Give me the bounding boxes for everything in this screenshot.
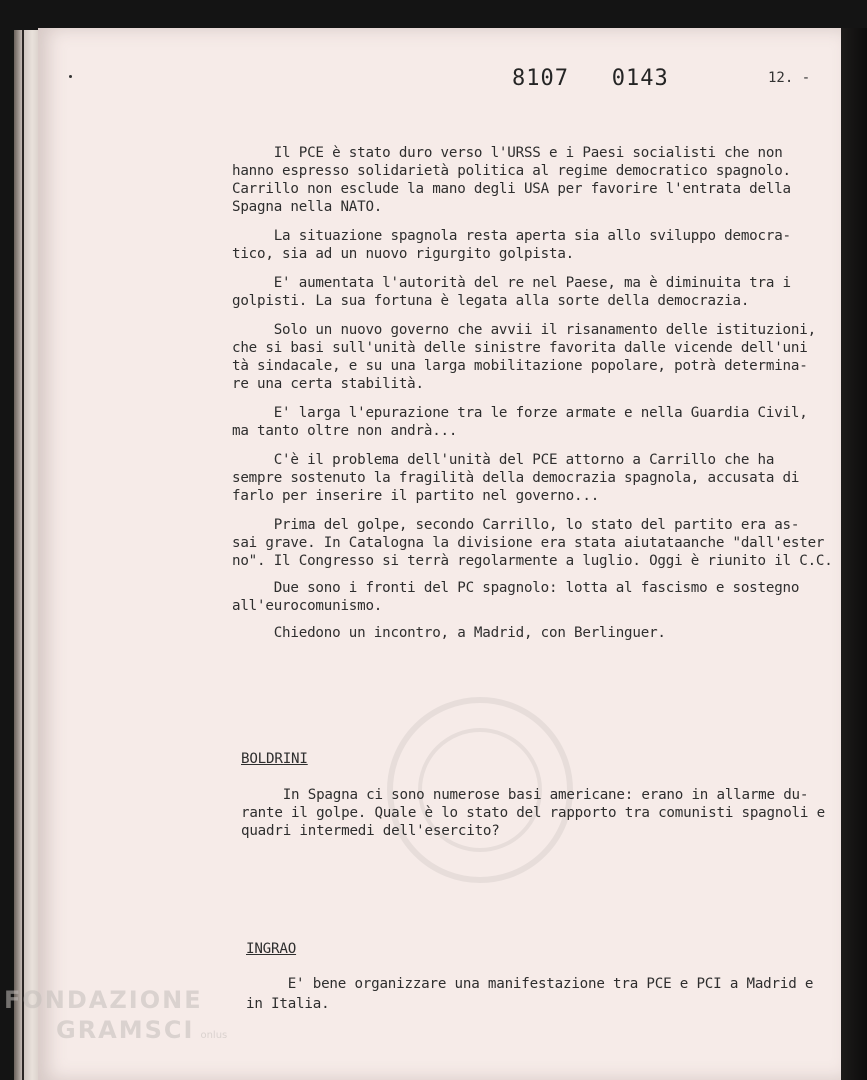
page-number: 12. - <box>768 70 811 86</box>
text-line: In Spagna ci sono numerose basi americane: erano in allarme du- <box>241 787 809 803</box>
text-line: rante il golpe. Quale è lo stato del rapporto tra comunisti spagnoli e <box>241 805 825 821</box>
text-line: sai grave. In Catalogna la divisione era stata aiutataanche "dall'ester <box>232 535 825 551</box>
text-line: Il PCE è stato duro verso l'URSS e i Paesi socialisti che non <box>232 145 783 161</box>
page-binding-edge <box>14 30 40 1080</box>
text-line: E' larga l'epurazione tra le forze armate e nella Guardia Civil, <box>232 405 808 421</box>
speaker-heading-ingrao: INGRAO <box>246 941 297 957</box>
text-line: E' bene organizzare una manifestazione tra PCE e PCI a Madrid e <box>246 976 814 992</box>
margin-dot <box>69 75 72 78</box>
text-line: Solo un nuovo governo che avvii il risanamento delle istituzioni, <box>232 322 816 338</box>
text-line: La situazione spagnola resta aperta sia allo sviluppo democra- <box>232 228 791 244</box>
watermark-line-2: GRAMSCI <box>56 1016 195 1044</box>
text-line: tà sindacale, e su una larga mobilitazione popolare, potrà determina- <box>232 358 808 374</box>
watermark-line-3: onlus <box>200 1030 228 1041</box>
text-line: ma tanto oltre non andrà... <box>232 423 458 439</box>
page-binding-line <box>22 30 24 1080</box>
text-line: C'è il problema dell'unità del PCE attorno a Carrillo che ha <box>232 452 775 468</box>
text-line: E' aumentata l'autorità del re nel Paese, ma è diminuita tra i <box>232 275 791 291</box>
speaker-heading-boldrini: BOLDRINI <box>241 751 308 767</box>
text-line: in Italia. <box>246 996 330 1012</box>
text-line: Due sono i fronti del PC spagnolo: lotta al fascismo e sostegno <box>232 580 800 596</box>
text-line: farlo per inserire il partito nel governo... <box>232 488 600 504</box>
watermark-line-1: FONDAZIONE <box>4 986 203 1014</box>
text-line: hanno espresso solidarietà politica al regime democratico spagnolo. <box>232 163 791 179</box>
document-code: 8107 0143 <box>512 66 669 91</box>
text-line: Spagna nella NATO. <box>232 199 383 215</box>
text-line: no". Il Congresso si terrà regolarmente a luglio. Oggi è riunito il C.C. <box>232 553 833 569</box>
text-line: golpisti. La sua fortuna è legata alla sorte della democrazia. <box>232 293 750 309</box>
text-line: Prima del golpe, secondo Carrillo, lo stato del partito era as- <box>232 517 800 533</box>
text-line: sempre sostenuto la fragilità della democrazia spagnola, accusata di <box>232 470 800 486</box>
text-line: all'eurocomunismo. <box>232 598 383 614</box>
text-line: Carrillo non esclude la mano degli USA per favorire l'entrata della <box>232 181 791 197</box>
page-right-shadow <box>841 28 867 1080</box>
text-line: quadri intermedi dell'esercito? <box>241 823 500 839</box>
text-line: Chiedono un incontro, a Madrid, con Berlinguer. <box>232 625 666 641</box>
text-line: tico, sia ad un nuovo rigurgito golpista. <box>232 246 575 262</box>
text-line: re una certa stabilità. <box>232 376 424 392</box>
text-line: che si basi sull'unità delle sinistre favorita dalle vicende dell'uni <box>232 340 808 356</box>
fondazione-gramsci-watermark <box>4 985 227 1051</box>
